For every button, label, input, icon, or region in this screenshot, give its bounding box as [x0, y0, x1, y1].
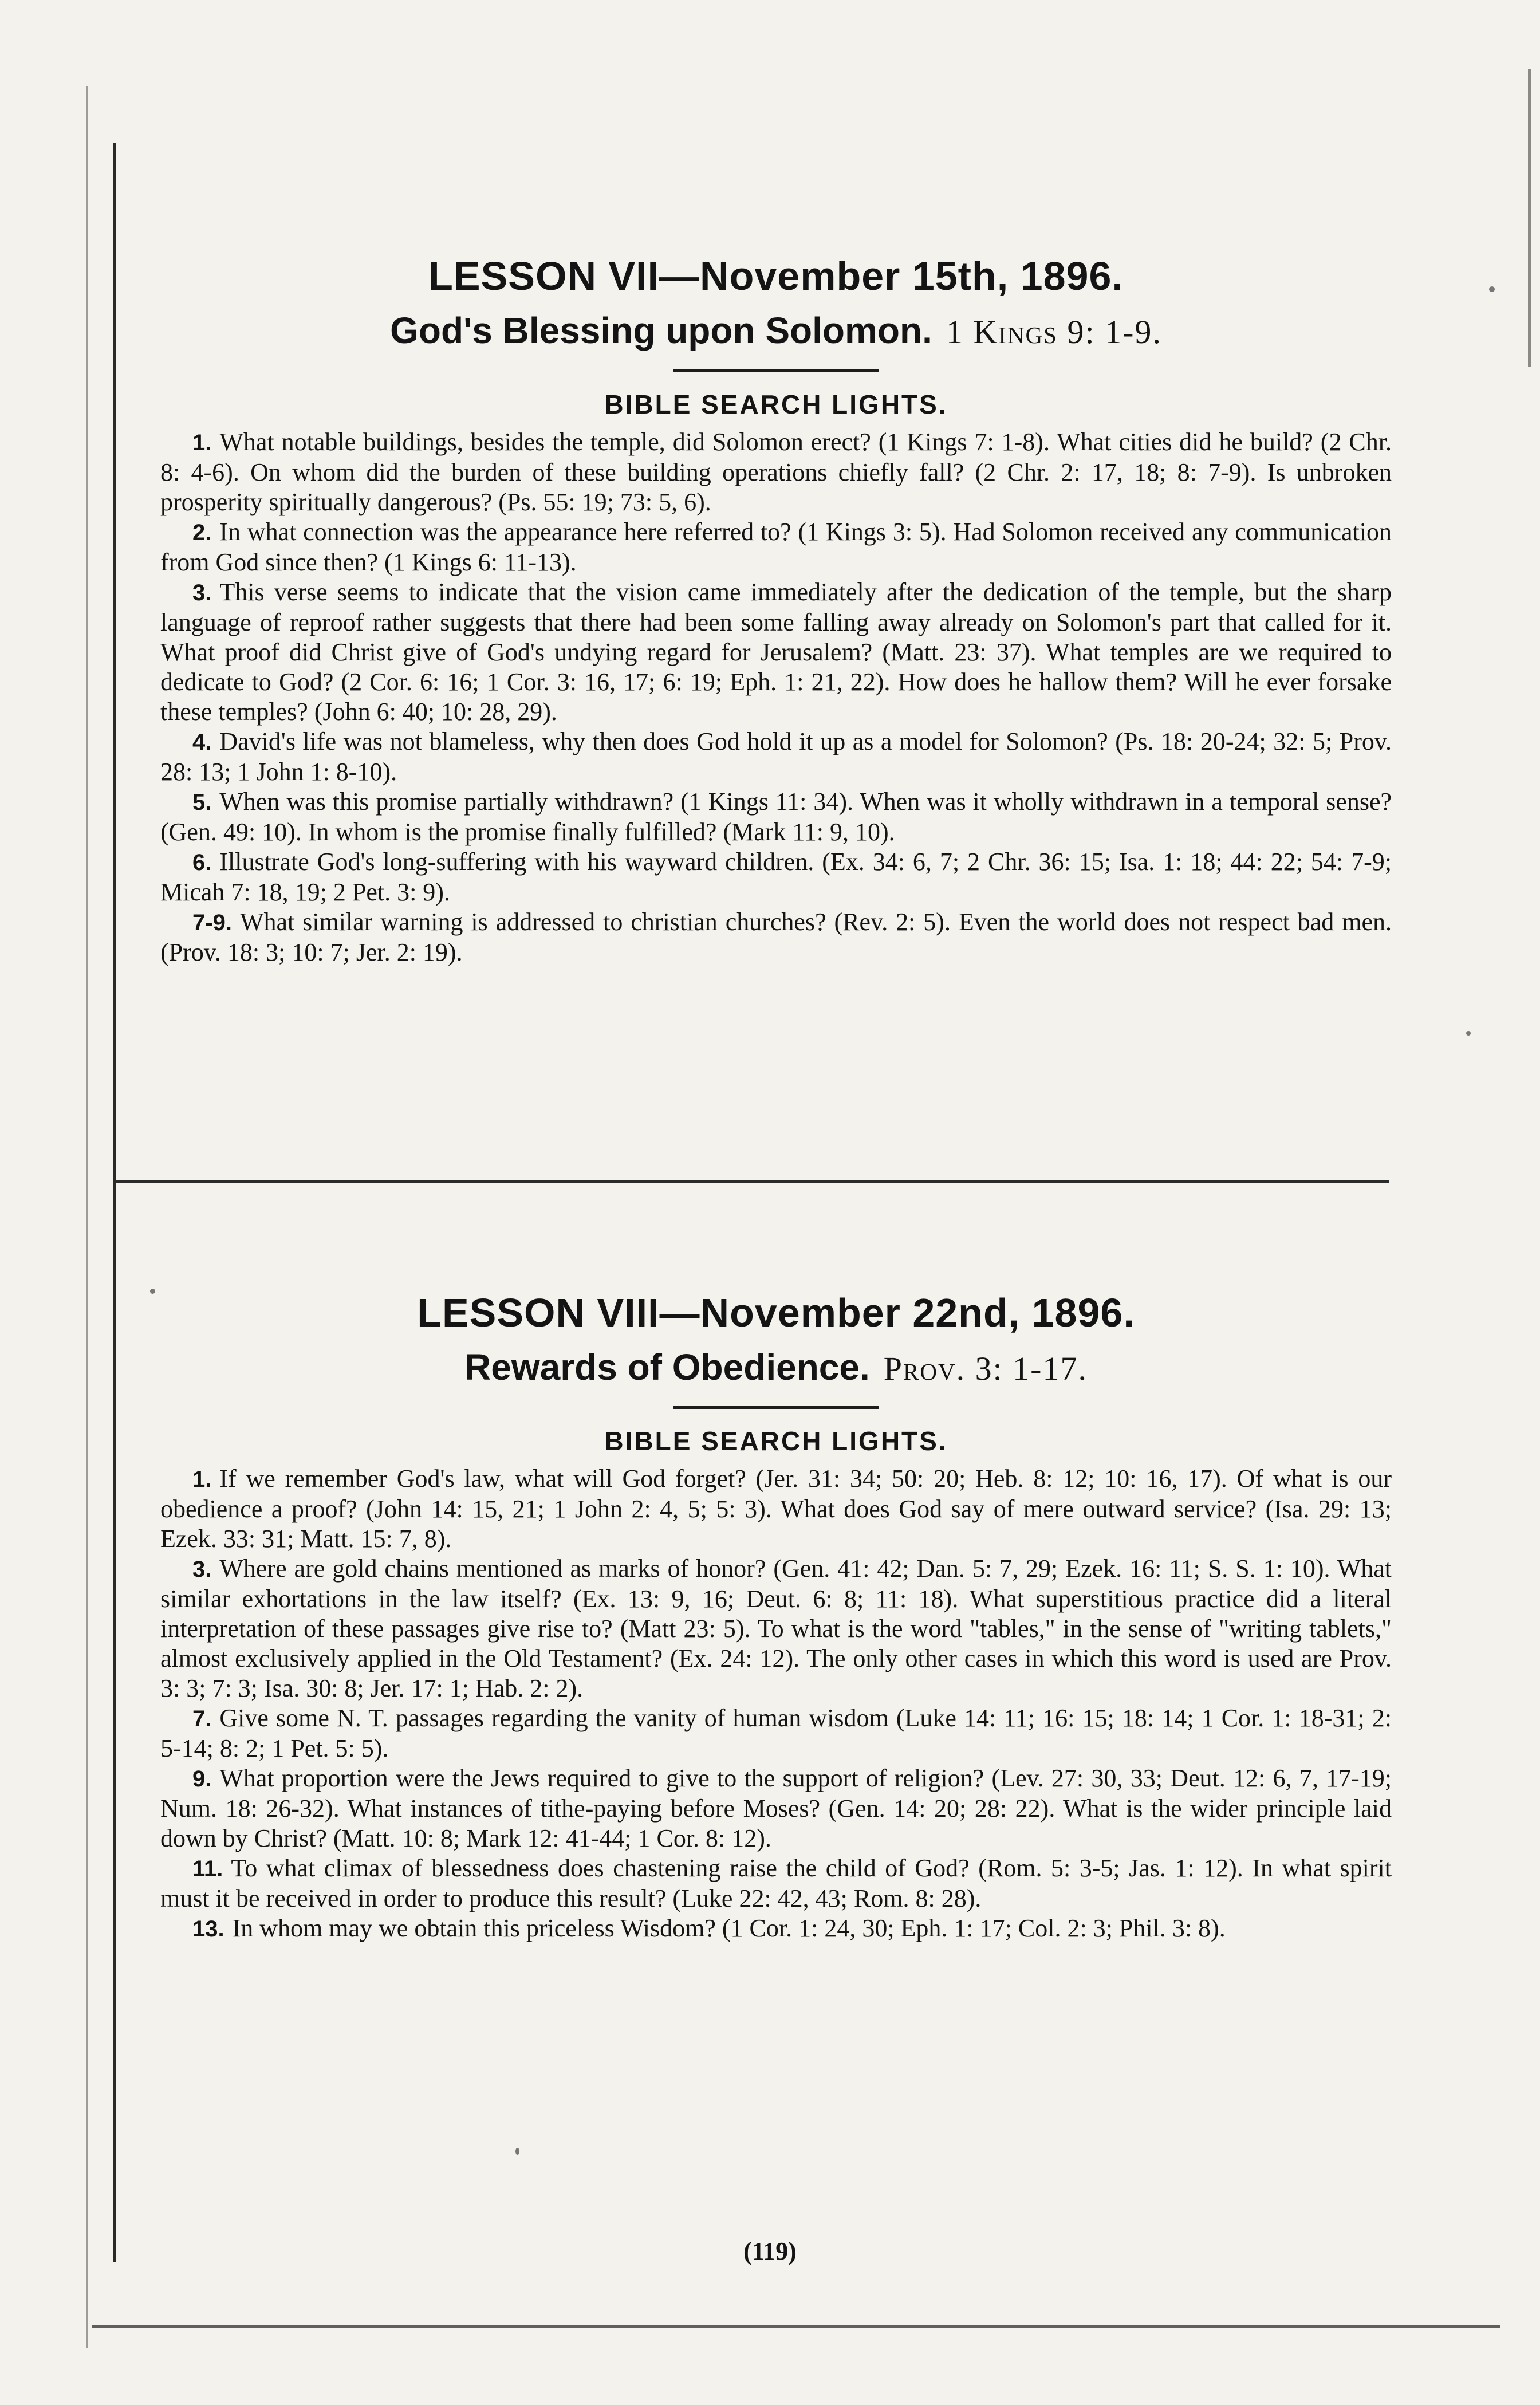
page-edge-shadow — [86, 86, 88, 2348]
question-number: 9. — [192, 1766, 212, 1792]
question-text: What notable buildings, besides the temple, did Solomon erect? (1 Kings 7: 1-8). What cities did he build? (2 Chr. 8: 4-6). On whom did the burden of these building operations chiefly fall? (2 Chr. 2: 17, 18; 8: 7-9). Is unbroken prosperity spiritually dangerous? (Ps. 55: 19; 73: 5, 6). — [160, 428, 1392, 516]
scripture-reference: Prov. 3: 1-17. — [883, 1350, 1088, 1387]
lesson-subtitle: Rewards of Obedience. — [464, 1347, 870, 1388]
question-text: To what climax of blessedness does chastening raise the child of God? (Rom. 5: 3-5; Jas. 1: 12). In what spirit must it be received in order to produce this result? (Luke 22: 42, 43; Rom. 8: 28). — [160, 1854, 1392, 1912]
page-number: (119) — [743, 2237, 797, 2265]
question-number: 1. — [192, 430, 212, 455]
question — [160, 1464, 1392, 1554]
scripture-reference: 1 Kings 9: 1-9. — [946, 313, 1162, 351]
question-text: Where are gold chains mentioned as marks of honor? (Gen. 41: 42; Dan. 5: 7, 29; Ezek. 16: 11; S. S. 1: 10). What similar exhortations in the law itself? (Ex. 13: 9, 16; Deut. 6: 8; 11: 18). What superstitious practice did a literal interpretation of these passages give rise to? (Matt 23: 5). To what is the word "tables," in the sense of "writing tablets," almost exclusively applied in the Old Testament? (Ex. 24: 12). The only other cases in which this word is used are Prov. 3: 3; 7: 3; Isa. 30: 8; Jer. 17: 1; Hab. 2: 2). — [160, 1554, 1392, 1702]
section-heading: BIBLE SEARCH LIGHTS. — [604, 1426, 948, 1456]
question-text: Illustrate God's long-suffering with his wayward children. (Ex. 34: 6, 7; 2 Chr. 36: 15; Isa. 1: 18; 44: 22; 54: 7-9; Micah 7: 18, 19; 2 Pet. 3: 9). — [160, 848, 1392, 906]
ink-speck — [1489, 286, 1495, 292]
question — [160, 427, 1392, 517]
question-number: 11. — [192, 1856, 223, 1882]
question — [160, 1703, 1392, 1764]
question — [160, 1914, 1392, 1944]
question — [160, 787, 1392, 847]
question — [160, 727, 1392, 787]
margin-rule — [113, 143, 116, 2262]
lesson-section — [160, 1289, 1392, 1944]
question-text: In what connection was the appearance here referred to? (1 Kings 3: 5). Had Solomon received any communication from God since then? (1 Kings 6: 11-13). — [160, 518, 1392, 576]
bottom-edge-rule — [92, 2325, 1500, 2328]
question — [160, 847, 1392, 907]
question-number: 1. — [192, 1467, 212, 1492]
question — [160, 1853, 1392, 1914]
question-number: 3. — [192, 580, 212, 605]
ink-speck — [515, 2148, 519, 2155]
page-edge-mark — [1528, 69, 1531, 367]
question-text: In whom may we obtain this priceless Wisdom? (1 Cor. 1: 24, 30; Eph. 1: 17; Col. 2: 3; Phil. 3: 8). — [232, 1914, 1226, 1942]
question-text: Give some N. T. passages regarding the vanity of human wisdom (Luke 14: 11; 16: 15; 18: 14; 1 Cor. 1: 18-31; 2: 5-14; 8: 2; 1 Pet. 5: 5). — [160, 1704, 1392, 1762]
title-rule — [673, 369, 879, 372]
lesson-section — [160, 252, 1392, 967]
section-heading: BIBLE SEARCH LIGHTS. — [604, 389, 948, 419]
question-number: 6. — [192, 850, 212, 875]
question-text: This verse seems to indicate that the vision came immediately after the dedication of the temple, but the sharp language of reproof rather suggests that there had been some falling away already on Solomon's part that called for it. What proof did Christ give of God's undying regard for Jerusalem? (Matt. 23: 37). What temples are we required to dedicate to God? (2 Cor. 6: 16; 1 Cor. 3: 16, 17; 6: 19; Eph. 1: 21, 22). How does he hallow them? Will he ever forsake these temples? (John 6: 40; 10: 28, 29). — [160, 578, 1392, 726]
question — [160, 1764, 1392, 1853]
ink-speck — [1466, 1031, 1471, 1036]
lesson-divider — [115, 1180, 1389, 1183]
question — [160, 517, 1392, 577]
question-text: What similar warning is addressed to christian churches? (Rev. 2: 5). Even the world does not respect bad men. (Prov. 18: 3; 10: 7; Jer. 2: 19). — [160, 908, 1392, 966]
question-text: What proportion were the Jews required to give to the support of religion? (Lev. 27: 30, 33; Deut. 12: 6, 7, 17-19; Num. 18: 26-32). What instances of tithe-paying before Moses? (Gen. 14: 20; 28: 22). What is the wider principle laid down by Christ? (Matt. 10: 8; Mark 12: 41-44; 1 Cor. 8: 12). — [160, 1764, 1392, 1852]
question-text: If we remember God's law, what will God forget? (Jer. 31: 34; 50: 20; Heb. 8: 12; 10: 16, 17). Of what is our obedience a proof? (John 14: 15, 21; 1 John 2: 4, 5; 5: 3). What does God say of mere outward service? (Isa. 29: 13; Ezek. 33: 31; Matt. 15: 7, 8). — [160, 1465, 1392, 1553]
question-number: 7. — [192, 1706, 212, 1731]
lesson-subtitle: God's Blessing upon Solomon. — [390, 310, 932, 351]
question — [160, 907, 1392, 967]
lesson-title: LESSON VIII—November 22nd, 1896. — [417, 1290, 1135, 1335]
question-number: 2. — [192, 520, 212, 545]
question-number: 4. — [192, 730, 212, 755]
ink-speck — [150, 1289, 155, 1294]
question-number: 13. — [192, 1916, 224, 1942]
title-rule — [673, 1406, 879, 1409]
lesson-subtitle-row — [160, 1341, 1392, 1395]
question — [160, 1554, 1392, 1703]
lesson-title: LESSON VII—November 15th, 1896. — [428, 254, 1124, 298]
question-text: When was this promise partially withdrawn? (1 Kings 11: 34). When was it wholly withdrawn in a temporal sense? (Gen. 49: 10). In whom is the promise finally fulfilled? (Mark 11: 9, 10). — [160, 788, 1392, 846]
question — [160, 577, 1392, 727]
lesson-subtitle-row — [160, 305, 1392, 358]
question-number: 3. — [192, 1557, 212, 1582]
question-text: David's life was not blameless, why then does God hold it up as a model for Solomon? (Ps. 18: 20-24; 32: 5; Prov. 28: 13; 1 John 1: 8-10). — [160, 727, 1392, 786]
question-number: 7-9. — [192, 910, 232, 935]
question-number: 5. — [192, 790, 212, 815]
